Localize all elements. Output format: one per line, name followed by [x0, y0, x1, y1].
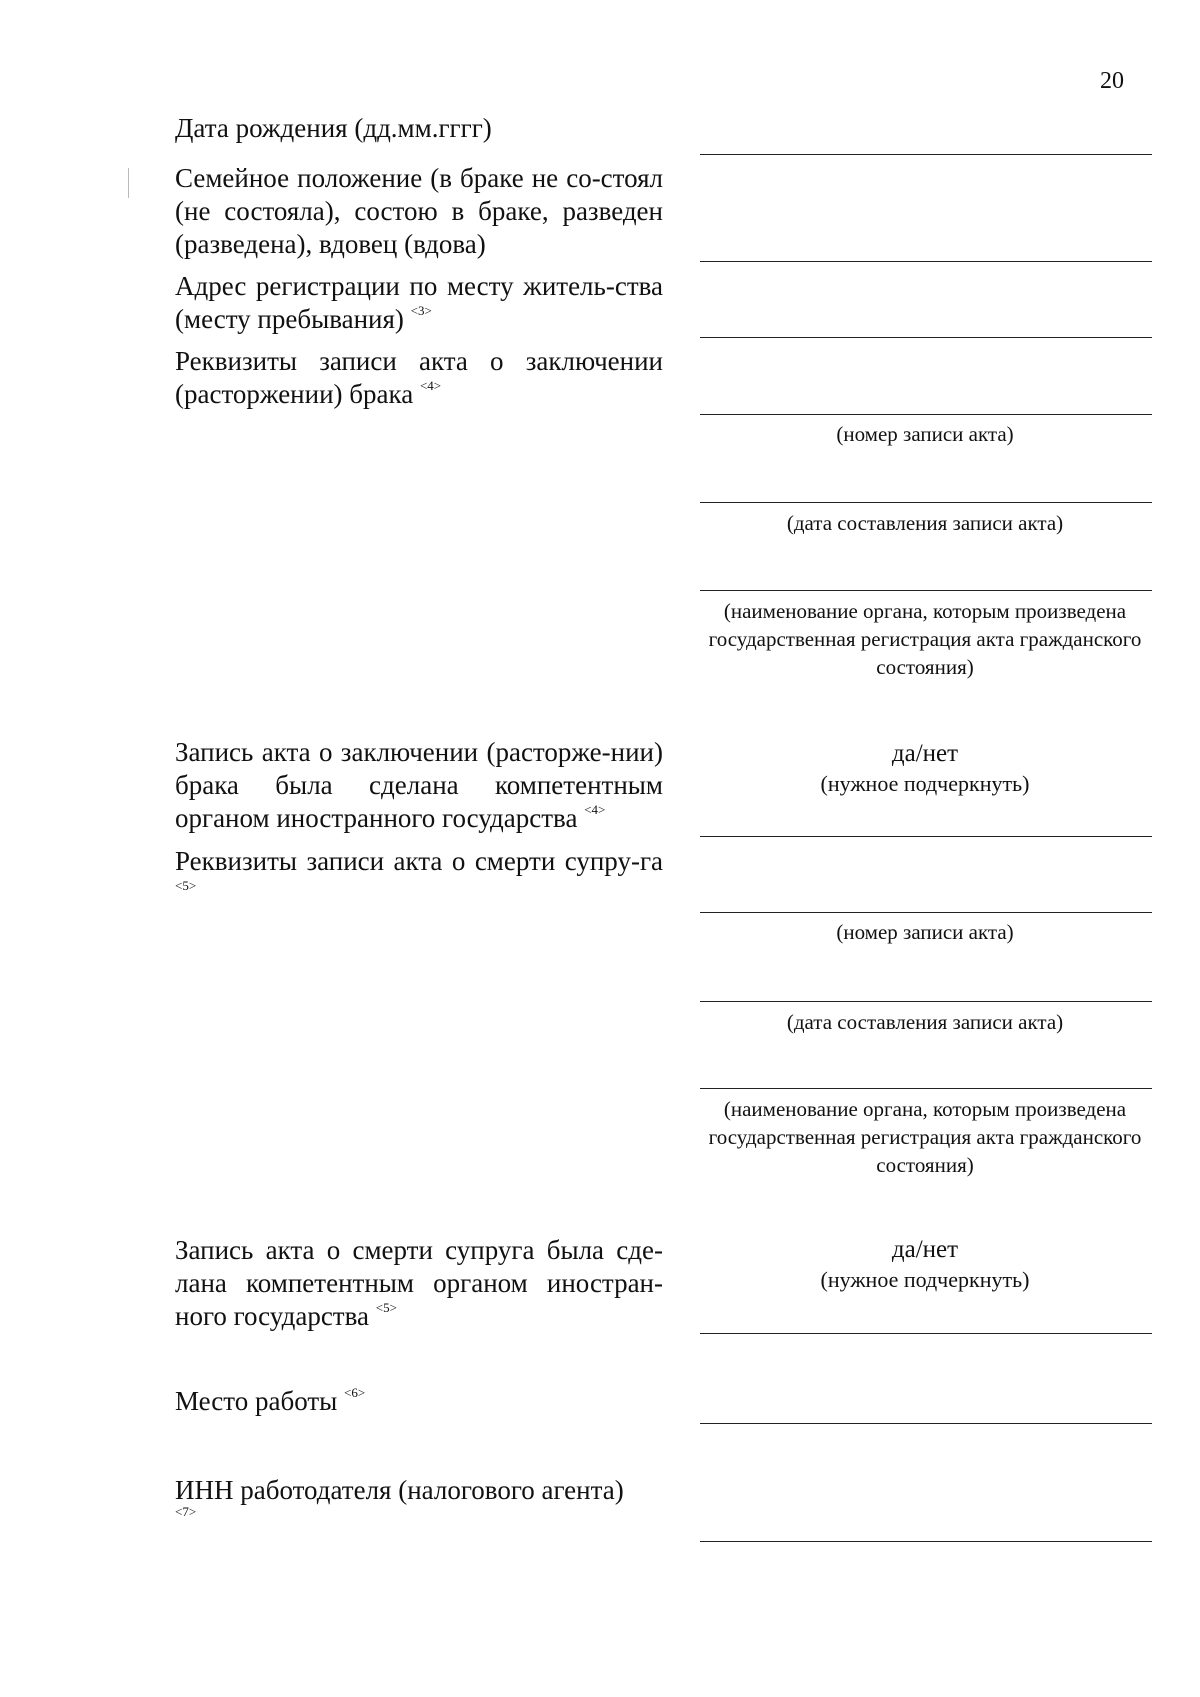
address-line[interactable] — [700, 337, 1152, 338]
death-foreign-choice[interactable] — [690, 1234, 1160, 1294]
footnote-ref: <7> — [175, 1504, 197, 1519]
caption-record-number: (номер записи акта) — [836, 422, 1014, 446]
footnote-ref: <3> — [410, 303, 432, 318]
marriage-foreign-line[interactable] — [700, 836, 1152, 837]
marriage-authority-line[interactable] — [700, 590, 1152, 591]
field-label-marital-status — [175, 162, 663, 261]
caption-authority: (наименование органа, которым произведена государственная регистрация акта гражданского состояния) — [708, 599, 1142, 679]
footnote-ref: <5> — [175, 878, 197, 893]
caption-record-date: (дата составления записи акта) — [786, 1010, 1064, 1034]
field-label-workplace — [175, 1385, 663, 1418]
field-label-text: Запись акта о заключении (расторже-нии) брака была сделана компетентным органом иностранного государства — [175, 737, 663, 833]
field-label-text: Адрес регистрации по месту житель-ства (месту пребывания) — [175, 271, 663, 334]
marriage-record-date-line[interactable] — [700, 502, 1152, 503]
workplace-line[interactable] — [700, 1423, 1152, 1424]
yes-no-hint: (нужное подчеркнуть) — [820, 771, 1030, 796]
yes-no-option[interactable]: да/нет — [891, 740, 959, 767]
field-label-address — [175, 270, 663, 336]
caption-record-number: (номер записи акта) — [836, 920, 1014, 944]
field-label-text: Семейное положение (в браке не со-стоял (не состояла), состою в браке, разведен (разведена), вдовец (вдова) — [175, 163, 663, 259]
field-label-marriage-record — [175, 345, 663, 411]
yes-no-option[interactable]: да/нет — [891, 1236, 959, 1263]
margin-mark — [128, 168, 129, 198]
marriage-foreign-choice[interactable] — [690, 738, 1160, 798]
death-authority-line[interactable] — [700, 1088, 1152, 1089]
footnote-ref: <5> — [375, 1300, 397, 1315]
caption-authority: (наименование органа, которым произведена государственная регистрация акта гражданского состояния) — [708, 1097, 1142, 1177]
field-label-text: Запись акта о смерти супруга была сде-лана компетентным органом иностран-ного государства — [175, 1235, 663, 1331]
death-record-number-line[interactable] — [700, 912, 1152, 913]
death-foreign-line[interactable] — [700, 1333, 1152, 1334]
death-record-date-line[interactable] — [700, 1001, 1152, 1002]
marriage-record-number-line[interactable] — [700, 414, 1152, 415]
footnote-ref: <6> — [344, 1385, 366, 1400]
birth-date-line[interactable] — [700, 154, 1152, 155]
page-number: 20 — [1100, 68, 1124, 94]
caption-record-date: (дата составления записи акта) — [786, 511, 1064, 535]
field-label-text: Место работы — [175, 1386, 338, 1416]
field-label-death-foreign — [175, 1234, 663, 1333]
field-label-death-record — [175, 845, 663, 911]
field-label-marriage-foreign — [175, 736, 663, 835]
field-label-text: Реквизиты записи акта о заключении (расторжении) брака — [175, 346, 663, 409]
employer-inn-line[interactable] — [700, 1541, 1152, 1542]
yes-no-hint: (нужное подчеркнуть) — [820, 1267, 1030, 1292]
marital-status-line[interactable] — [700, 261, 1152, 262]
field-label-text: Реквизиты записи акта о смерти супру-га — [175, 846, 663, 876]
field-label-text: ИНН работодателя (налогового агента) — [175, 1475, 624, 1505]
field-label-birth-date — [175, 112, 663, 145]
footnote-ref: <4> — [584, 802, 606, 817]
field-label-text: Дата рождения (дд.мм.гггг) — [175, 113, 492, 143]
field-label-employer-inn — [175, 1474, 663, 1519]
footnote-ref: <4> — [419, 378, 442, 393]
